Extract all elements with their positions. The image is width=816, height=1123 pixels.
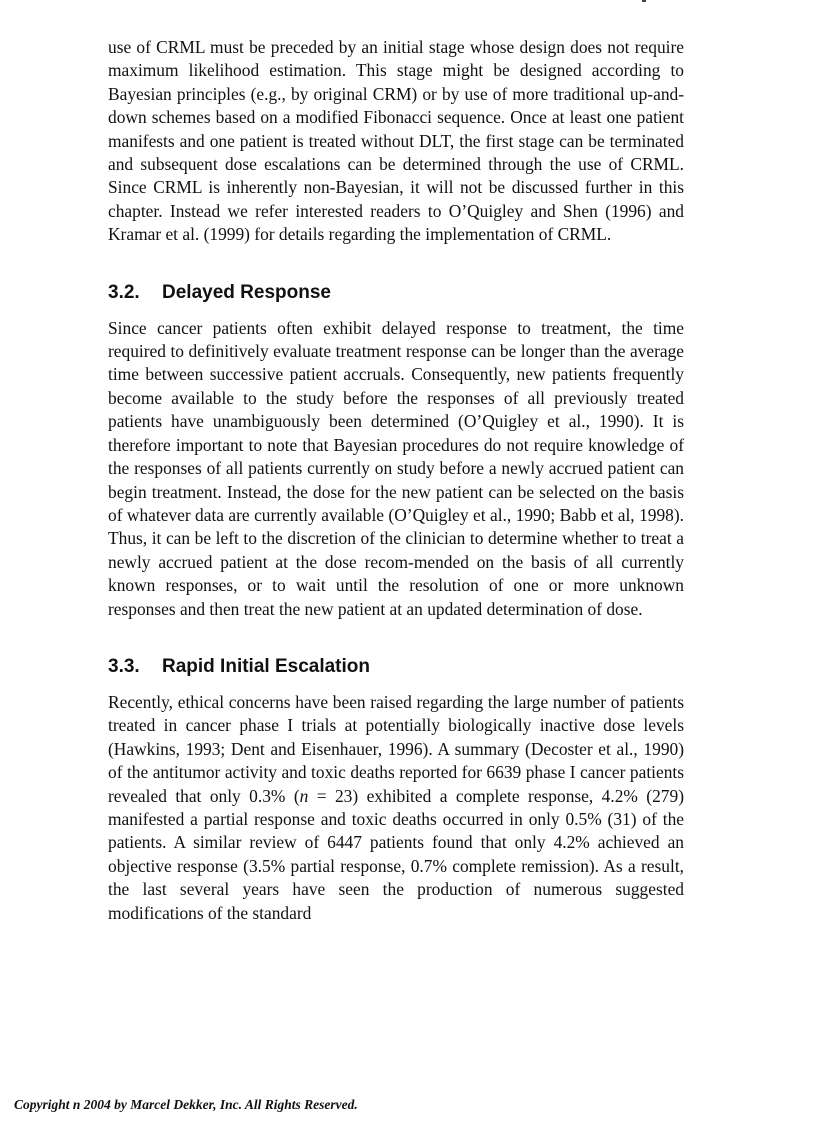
body-text: = 23) exhibited a complete response, 4.2% (279) manifested a partial response and toxic deaths occurred in only 0.5% (31) of the patients. A similar review of 6447 patients found that only 4.2% achieved an objective response (3.5% partial response, 0.7% complete remission). As a result, the last several years have seen the production of numerous suggested modifications of the standard <box>108 785 684 923</box>
section-heading-3-2 <box>108 281 684 305</box>
section-title: Delayed Response <box>162 281 331 303</box>
copyright-footer: Copyright n 2004 by Marcel Dekker, Inc. All Rights Reserved. <box>14 1097 358 1112</box>
intro-paragraph: use of CRML must be preceded by an initial stage whose design does not require maximum likelihood estimation. This stage might be designed according to Bayesian principles (e.g., by original CRM) or by use of more traditional up-and-down schemes based on a modified Fibonacci sequence. Once at least one patient manifests and one patient is treated without DLT, the first stage can be terminated and subsequent dose escalations can be determined through the use of CRML. Since CRML is inherently non-Bayesian, it will not be discussed further in this chapter. Instead we refer interested readers to O’Quigley and Shen (1996) and Kramar et al. (1999) for details regarding the implementation of CRML. <box>108 37 684 245</box>
section-3-3-body <box>108 691 684 925</box>
section-number: 3.3. <box>108 655 140 677</box>
section-number: 3.2. <box>108 281 140 303</box>
text-column <box>108 36 684 925</box>
page-edge-mark <box>642 0 646 2</box>
section-heading-3-3 <box>108 655 684 679</box>
body-text: Recently, ethical concerns have been raised regarding the large number of patients treated in cancer phase I trials at potentially biologically inactive dose levels (Hawkins, 1993; Dent and Eisenhauer, 1996). A summary (Decoster et al., 1990) of the antitumor activity and toxic deaths reported for 6639 phase I cancer patients revealed that only 0.3% ( <box>108 691 684 806</box>
section-3-2-body: Since cancer patients often exhibit delayed response to treatment, the time required to definitively evaluate treatment response can be longer than the average time between successive patient accruals. Consequently, new patients frequently become available to the study before the responses of all previously treated patients have unambiguously been determined (O’Quigley et al., 1990). It is therefore important to note that Bayesian procedures do not require knowledge of the responses of all patients currently on study before a newly accrued patient can begin treatment. Instead, the dose for the new patient can be selected on the basis of whatever data are currently available (O’Quigley et al., 1990; Babb et al, 1998). Thus, it can be left to the discretion of the clinician to determine whether to treat a newly accrued patient at the dose recom-mended on the basis of all currently known responses, or to wait until the resolution of one or more unknown responses and then treat the new patient at an updated determination of dose. <box>108 317 684 619</box>
section-title: Rapid Initial Escalation <box>162 655 370 677</box>
italic-variable: n <box>299 785 309 806</box>
